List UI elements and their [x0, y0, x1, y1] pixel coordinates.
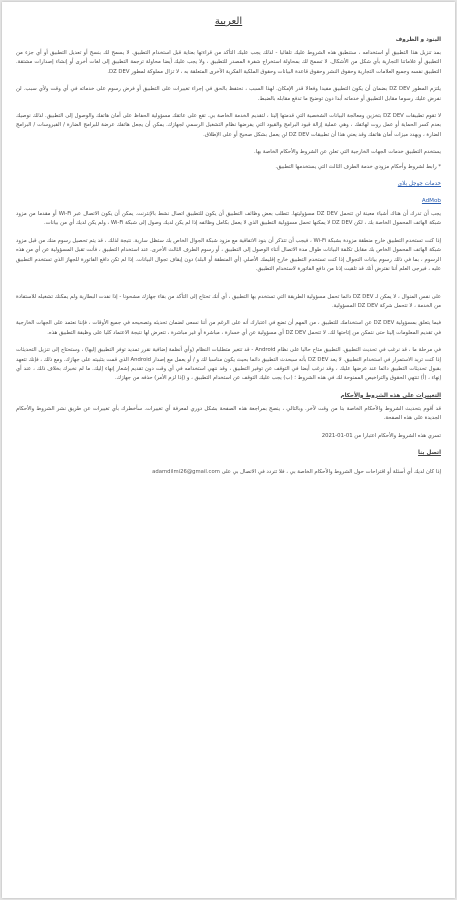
contact-heading: اتصل بنا — [418, 449, 441, 456]
document-page — [2, 2, 455, 898]
paragraph-changes-fees: يلتزم المطور DZ DEV بضمان أن يكون التطبيق مفيدا وفعالا قدر الإمكان. لهذا السبب ، نحتفظ بالحق في إجراء تغييرات على التطبيق أو فرض رسوم على خدماته في أي وقت ولأي سبب. لن نفرض عليك رسوما مقابل التطبيق أو خدماته أبدا دون توضيح ما تدفع مقابله بالضبط. — [16, 86, 441, 102]
paragraph-liability: فيما يتعلق بمسؤولية DZ DEV عن استخدامك للتطبيق ، من المهم أن تضع في اعتبارك أنه على الرغم من أننا نسعى لضمان تحديثه وتصحيحه في جميع الأوقات ، فإننا نعتمد على الجهات الخارجية في تقديم المعلومات إلينا حتى نتمكن من إتاحتها لك. لا تتحمل DZ DEV أي مسؤولية عن أي خسارة ، مباشرة أو غير مباشرة ، تتعرض لها نتيجة الاعتماد كليا على وظيفة التطبيق هذه. — [16, 320, 441, 336]
paragraph-internet: يجب أن تدرك أن هناك أشياء معينة لن تتحمل DZ DEV مسؤوليتها. تتطلب بعض وظائف التطبيق أن يكون للتطبيق اتصال نشط بالإنترنت. يمكن أن يكون الاتصال عبر Wi-Fi أو مقدما من مزود شبكة الهاتف المحمول الخاصة بك ، لكن DZ DEV لا يمكنها تحمل مسؤولية التطبيق الذي لا يعمل بكامل وظائفه إذا لم يكن لديك وصول إلى شبكة Wi-Fi ، ولم يكن لديك أي من بيانات. — [16, 211, 441, 227]
document-content — [2, 2, 455, 477]
paragraph-updates: في مرحلة ما ، قد نرغب في تحديث التطبيق. التطبيق متاح حاليا على نظام Android - قد تتغير متطلبات النظام (وأي أنظمة إضافية نقرر تمديد توفر التطبيق إليها) ، وستحتاج إلى تنزيل التحديثات إذا كنت تريد الاستمرار في استخدام التطبيق. لا يعد DZ DEV بأنه سيحدث التطبيق دائما بحيث يكون مناسبا لك و / أو يعمل مع إصدار Android الذي قمت بتثبيته على جهازك. ومع ذلك ، فإنك تتعهد بقبول تحديثات التطبيق دائما عند عرضها عليك ، وقد نرغب أيضا في التوقف عن توفير التطبيق ، وقد ننهي استخدامه في أي وقت دون تقديم إشعار إنهاء إليك. ما لم نخبرك بخلاف ذلك ، عند أي إنهاء ، (أ) تنتهي الحقوق والتراخيص الممنوحة لك في هذه الشروط ؛ (ب) يجب عليك التوقف عن استخدام التطبيق ، و (إذا لزم الأمر) حذفه من جهازك. — [16, 347, 441, 382]
third-party-bullet: * رابط لشروط وأحكام مزودي خدمة الطرف الثالث التي يستخدمها التطبيق. — [275, 163, 441, 170]
paragraph-license: بمد تنزيل هذا التطبيق أو استخدامه ، ستنطبق هذه الشروط عليك تلقائيا - لذلك يجب عليك التأكد من قراءتها بعناية قبل استخدام التطبيق. لا يسمح لك بنسخ أو تعديل التطبيق أو أي جزء من التطبيق أو علاماتنا التجارية بأي شكل من الأشكال. لا تسمح لك بمحاولة استخراج شفرة المصدر للتطبيق ، ولا يجب عليك أيضا محاولة ترجمة التطبيق إلى لغات أخرى أو إنشاء إصدارات مشتقة. التطبيق نفسه وجميع العلامات التجارية وحقوق النشر وحقوق قاعدة البيانات وحقوق الملكية الفكرية الأخرى المتعلقة به ، لا تزال مملوكة لمطور DZ DEV. — [16, 50, 441, 75]
contact-email[interactable]: adamdilmi26@gmail.com — [152, 468, 220, 475]
contact-text: إذا كان لديك أي أسئلة أو اقتراحات حول الشروط والأحكام الخاصة بي ، فلا تتردد في الاتصال بي على — [221, 468, 441, 475]
paragraph-contact — [16, 468, 441, 477]
intro-heading: البنود و الظروف — [395, 37, 441, 43]
paragraph-third-party: يستخدم التطبيق خدمات الجهات الخارجية التي تعلن عن الشروط والأحكام الخاصة بها. — [254, 149, 441, 156]
changes-heading: التغييرات على هذه الشروط والأحكام — [340, 392, 441, 399]
paragraph-roaming: إذا كنت تستخدم التطبيق خارج منطقة مزودة بشبكة Wi-Fi ، فيجب أن تتذكر أن بنود الاتفاقية مع مزود شبكة الجوال الخاص بك ستظل سارية. نتيجة لذلك ، قد يتم تحصيل رسوم منك من قبل مزود شبكة الهاتف المحمول الخاص بك مقابل تكلفة البيانات طوال مدة الاتصال أثناء الوصول إلى التطبيق ، أو رسوم الطرف الثالث الأخرى. عند استخدام التطبيق ، فأنت تقبل المسؤولية عن أي من هذه الرسوم ، بما في ذلك رسوم بيانات التجوال إذا كنت تستخدم التطبيق خارج إقليمك الأصلي (أي المنطقة أو البلد) دون إيقاف تجوال البيانات. إذا لم تكن دافع الفاتورة للجهاز الذي تستخدم التطبيق عليه ، فيرجى العلم أننا نفترض أنك قد تلقيت إذنا من دافع الفاتورة لاستخدام التطبيق. — [16, 237, 441, 273]
paragraph-terms-updates: قد أقوم بتحديث الشروط والأحكام الخاصة بنا من وقت لآخر. وبالتالي ، ينصح بمراجعة هذه الصفحة بشكل دوري لمعرفة أي تغييرات. سأخطرك بأي تغييرات عن طريق نشر الشروط والأحكام الجديدة على هذه الصفحة. — [16, 405, 441, 422]
paragraph-battery: على نفس المنوال ، لا يمكن لـ DZ DEV دائما تحمل مسؤولية الطريقة التي تستخدم بها التطبيق ، أي أنك تحتاج إلى التأكد من بقاء جهازك مشحونا - إذا نفدت البطارية ولم يمكنك تشغيله للاستفادة من الخدمة ، لا تتحمل شركة DZ DEV المسؤولية. — [16, 293, 441, 309]
admob-link[interactable]: AdMob — [421, 198, 441, 205]
paragraph-data-security: لا تقوم تطبيقات DZ DEV بتخزين ومعالجة البيانات الشخصية التي قدمتها إلينا ، لتقديم الخدمة الخاصة بي. تقع على عاتقك مسؤولية الحفاظ على أمان هاتفك والوصول إلى التطبيق. لذلك نوصيك بعدم كسر الحماية أو عمل روت لهاتفك ، وهي عملية إزالة قيود البرامج والقيود التي يفرضها نظام التشغيل الرسمي لجهازك. يمكن أن يجعل هاتفك عرضة للبرامج الضارة / الفيروسات / البرامج الضارة ، ويهدد ميزات أمان هاتفك وقد يعني هذا أن تطبيقات DZ DEV لن يعمل بشكل صحيح أو على الإطلاق. — [16, 113, 441, 138]
page-title: العربية — [214, 16, 243, 27]
paragraph-effective-date: تسري هذه الشروط والأحكام اعتبارا من 01-01-2021 — [321, 432, 441, 439]
google-play-link[interactable]: خدمات جوجل بلاي — [397, 181, 441, 188]
